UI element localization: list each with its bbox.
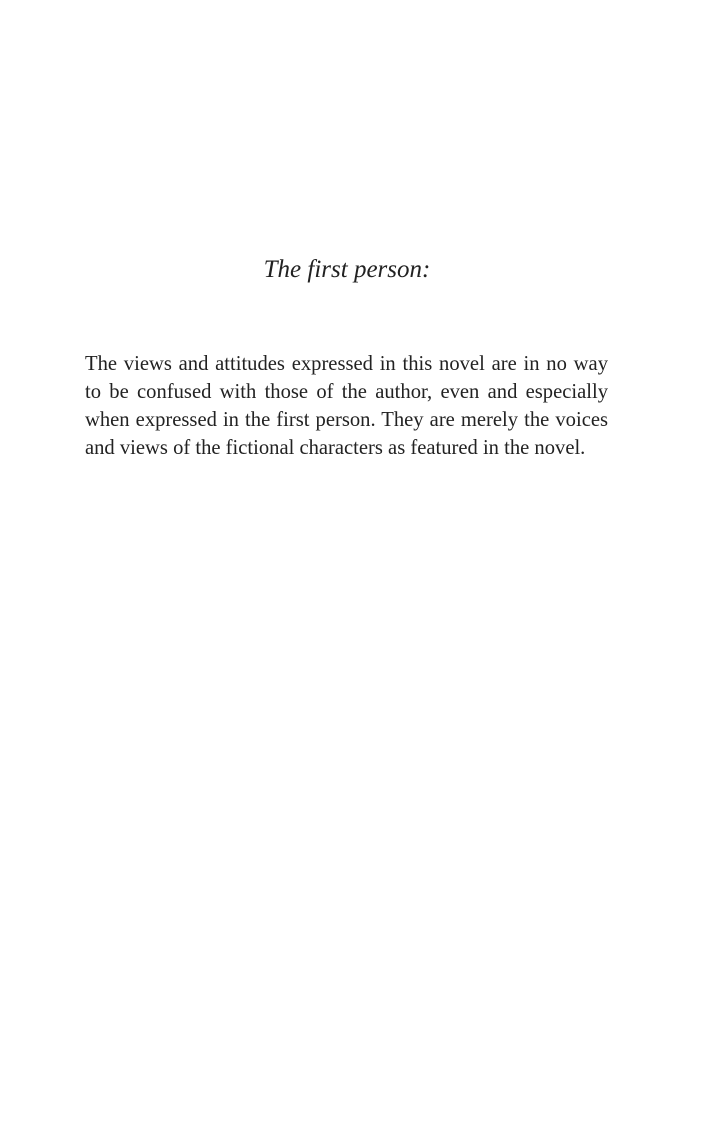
disclaimer-paragraph: The views and attitudes expressed in this novel are in no way to be confused with those of the author, even and especially when expressed in the first person. They are merely the voices and views of the fictional characters as featured in the novel. [85,353,608,459]
section-heading: The first person: [263,256,431,283]
